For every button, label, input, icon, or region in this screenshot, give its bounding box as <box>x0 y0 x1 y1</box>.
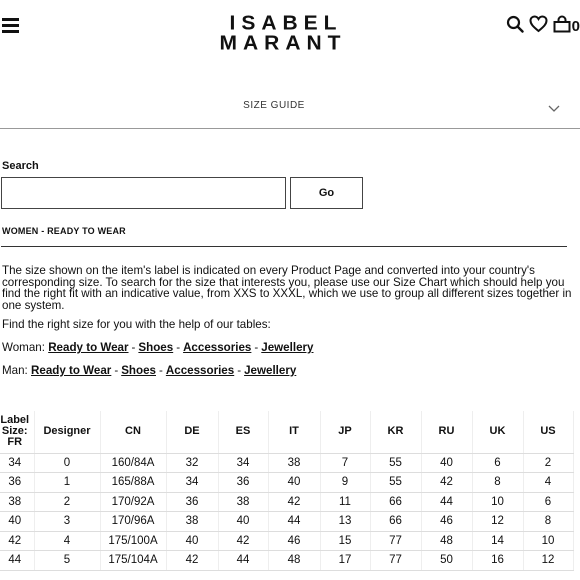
table-row <box>0 473 573 493</box>
table-cell: 2 <box>34 492 100 512</box>
table-cell: 38 <box>218 492 268 512</box>
table-cell: 160/84A <box>100 453 166 473</box>
table-cell: 9 <box>320 473 370 493</box>
table-cell: 38 <box>166 512 218 532</box>
table-cell: 46 <box>421 512 472 532</box>
column-header: DE <box>166 411 218 453</box>
table-cell: 16 <box>472 551 523 571</box>
table-cell: 36 <box>0 473 34 493</box>
table-cell: 38 <box>0 492 34 512</box>
heart-icon[interactable] <box>529 15 548 38</box>
table-cell: 40 <box>166 531 218 551</box>
column-header: US <box>523 411 573 453</box>
link-separator: - <box>131 341 136 354</box>
column-header: Label Size: FR <box>0 411 34 453</box>
table-cell: 36 <box>166 492 218 512</box>
table-cell: 1 <box>34 473 100 493</box>
link-separator: - <box>176 341 181 354</box>
column-header: KR <box>370 411 421 453</box>
table-cell: 48 <box>421 531 472 551</box>
table-cell: 165/88A <box>100 473 166 493</box>
table-cell: 66 <box>370 492 421 512</box>
section-title: WOMEN - READY TO WEAR <box>2 226 126 236</box>
table-cell: 4 <box>34 531 100 551</box>
table-row <box>0 512 573 532</box>
search-input[interactable] <box>1 177 286 209</box>
table-cell: 170/92A <box>100 492 166 512</box>
table-cell: 12 <box>472 512 523 532</box>
logo-line-1: ISABEL <box>229 12 343 35</box>
header-actions <box>501 15 580 37</box>
table-cell: 36 <box>218 473 268 493</box>
menu-icon[interactable] <box>2 18 19 33</box>
table-cell: 34 <box>166 473 218 493</box>
table-row <box>0 453 573 473</box>
table-cell: 46 <box>268 531 320 551</box>
table-cell: 6 <box>523 492 573 512</box>
table-cell: 5 <box>34 551 100 571</box>
column-header: IT <box>268 411 320 453</box>
size-guide-toggle[interactable] <box>0 88 580 128</box>
table-cell: 14 <box>472 531 523 551</box>
table-cell: 48 <box>268 551 320 571</box>
man-link-jewellery[interactable]: Jewellery <box>244 364 297 377</box>
woman-link-accessories[interactable]: Accessories <box>183 341 252 354</box>
table-cell: 0 <box>34 453 100 473</box>
column-header: Designer <box>34 411 100 453</box>
search-icon[interactable] <box>506 15 524 38</box>
bag-icon[interactable] <box>553 15 571 38</box>
table-cell: 44 <box>0 551 34 571</box>
table-cell: 42 <box>0 531 34 551</box>
section-divider <box>1 246 567 247</box>
brand-logo[interactable] <box>198 14 368 54</box>
table-cell: 170/96A <box>100 512 166 532</box>
table-body <box>0 453 573 570</box>
table-header-row <box>0 411 573 453</box>
table-cell: 11 <box>320 492 370 512</box>
table-cell: 66 <box>370 512 421 532</box>
table-cell: 2 <box>523 453 573 473</box>
table-cell: 175/100A <box>100 531 166 551</box>
go-button[interactable]: Go <box>290 177 363 209</box>
table-row <box>0 492 573 512</box>
table-cell: 42 <box>218 531 268 551</box>
column-header: UK <box>472 411 523 453</box>
table-cell: 34 <box>218 453 268 473</box>
link-separator: - <box>159 364 163 377</box>
size-table <box>0 411 574 571</box>
table-cell: 40 <box>218 512 268 532</box>
bag-count: 0 <box>571 17 580 35</box>
table-cell: 55 <box>370 453 421 473</box>
woman-prefix: Woman: <box>2 341 49 354</box>
woman-link-shoes[interactable]: Shoes <box>138 341 174 354</box>
table-cell: 4 <box>523 473 573 493</box>
woman-links <box>2 341 313 354</box>
table-cell: 34 <box>0 453 34 473</box>
table-cell: 55 <box>370 473 421 493</box>
link-separator: - <box>254 341 259 354</box>
size-guide-label: SIZE GUIDE <box>243 100 305 111</box>
man-links <box>2 364 296 377</box>
find-size-text: Find the right size for you with the help of our tables: <box>2 318 271 331</box>
woman-link-jewellery[interactable]: Jewellery <box>261 341 314 354</box>
table-cell: 7 <box>320 453 370 473</box>
intro-text: The size shown on the item's label is indicated on every Product Page and converted into your country's corresponding size. To search for the size that interests you, please use our Size Chart which should help you find the right fit with an indicative value, from XXS to XXXL, which we use to group all different sizes together in one system. <box>2 264 572 312</box>
table-cell: 10 <box>472 492 523 512</box>
table-cell: 40 <box>268 473 320 493</box>
column-header: RU <box>421 411 472 453</box>
table-cell: 42 <box>421 473 472 493</box>
site-header <box>0 0 580 70</box>
table-cell: 44 <box>268 512 320 532</box>
chevron-down-icon <box>548 100 560 118</box>
table-cell: 175/104A <box>100 551 166 571</box>
table-cell: 32 <box>166 453 218 473</box>
man-link-accessories[interactable]: Accessories <box>165 364 235 377</box>
table-cell: 15 <box>320 531 370 551</box>
link-separator: - <box>237 364 242 377</box>
table-cell: 10 <box>523 531 573 551</box>
link-separator: - <box>114 364 119 377</box>
man-link-ready-to-wear[interactable]: Ready to Wear <box>31 364 112 377</box>
table-cell: 42 <box>268 492 320 512</box>
man-prefix: Man: <box>2 364 31 377</box>
logo-line-2: MARANT <box>219 32 347 55</box>
table-cell: 12 <box>523 551 573 571</box>
table-cell: 40 <box>421 453 472 473</box>
table-cell: 3 <box>34 512 100 532</box>
column-header: CN <box>100 411 166 453</box>
table-cell: 8 <box>523 512 573 532</box>
column-header: JP <box>320 411 370 453</box>
table-cell: 6 <box>472 453 523 473</box>
table-cell: 44 <box>218 551 268 571</box>
table-cell: 77 <box>370 531 421 551</box>
table-cell: 50 <box>421 551 472 571</box>
size-guide-divider <box>0 128 580 129</box>
table-cell: 8 <box>472 473 523 493</box>
table-cell: 44 <box>421 492 472 512</box>
table-cell: 42 <box>166 551 218 571</box>
table-cell: 77 <box>370 551 421 571</box>
table-cell: 13 <box>320 512 370 532</box>
man-link-shoes[interactable]: Shoes <box>121 364 156 377</box>
table-row <box>0 531 573 551</box>
column-header: ES <box>218 411 268 453</box>
woman-link-ready-to-wear[interactable]: Ready to Wear <box>48 341 129 354</box>
table-cell: 40 <box>0 512 34 532</box>
table-cell: 17 <box>320 551 370 571</box>
table-cell: 38 <box>268 453 320 473</box>
table-row <box>0 551 573 571</box>
search-label: Search <box>2 160 39 172</box>
